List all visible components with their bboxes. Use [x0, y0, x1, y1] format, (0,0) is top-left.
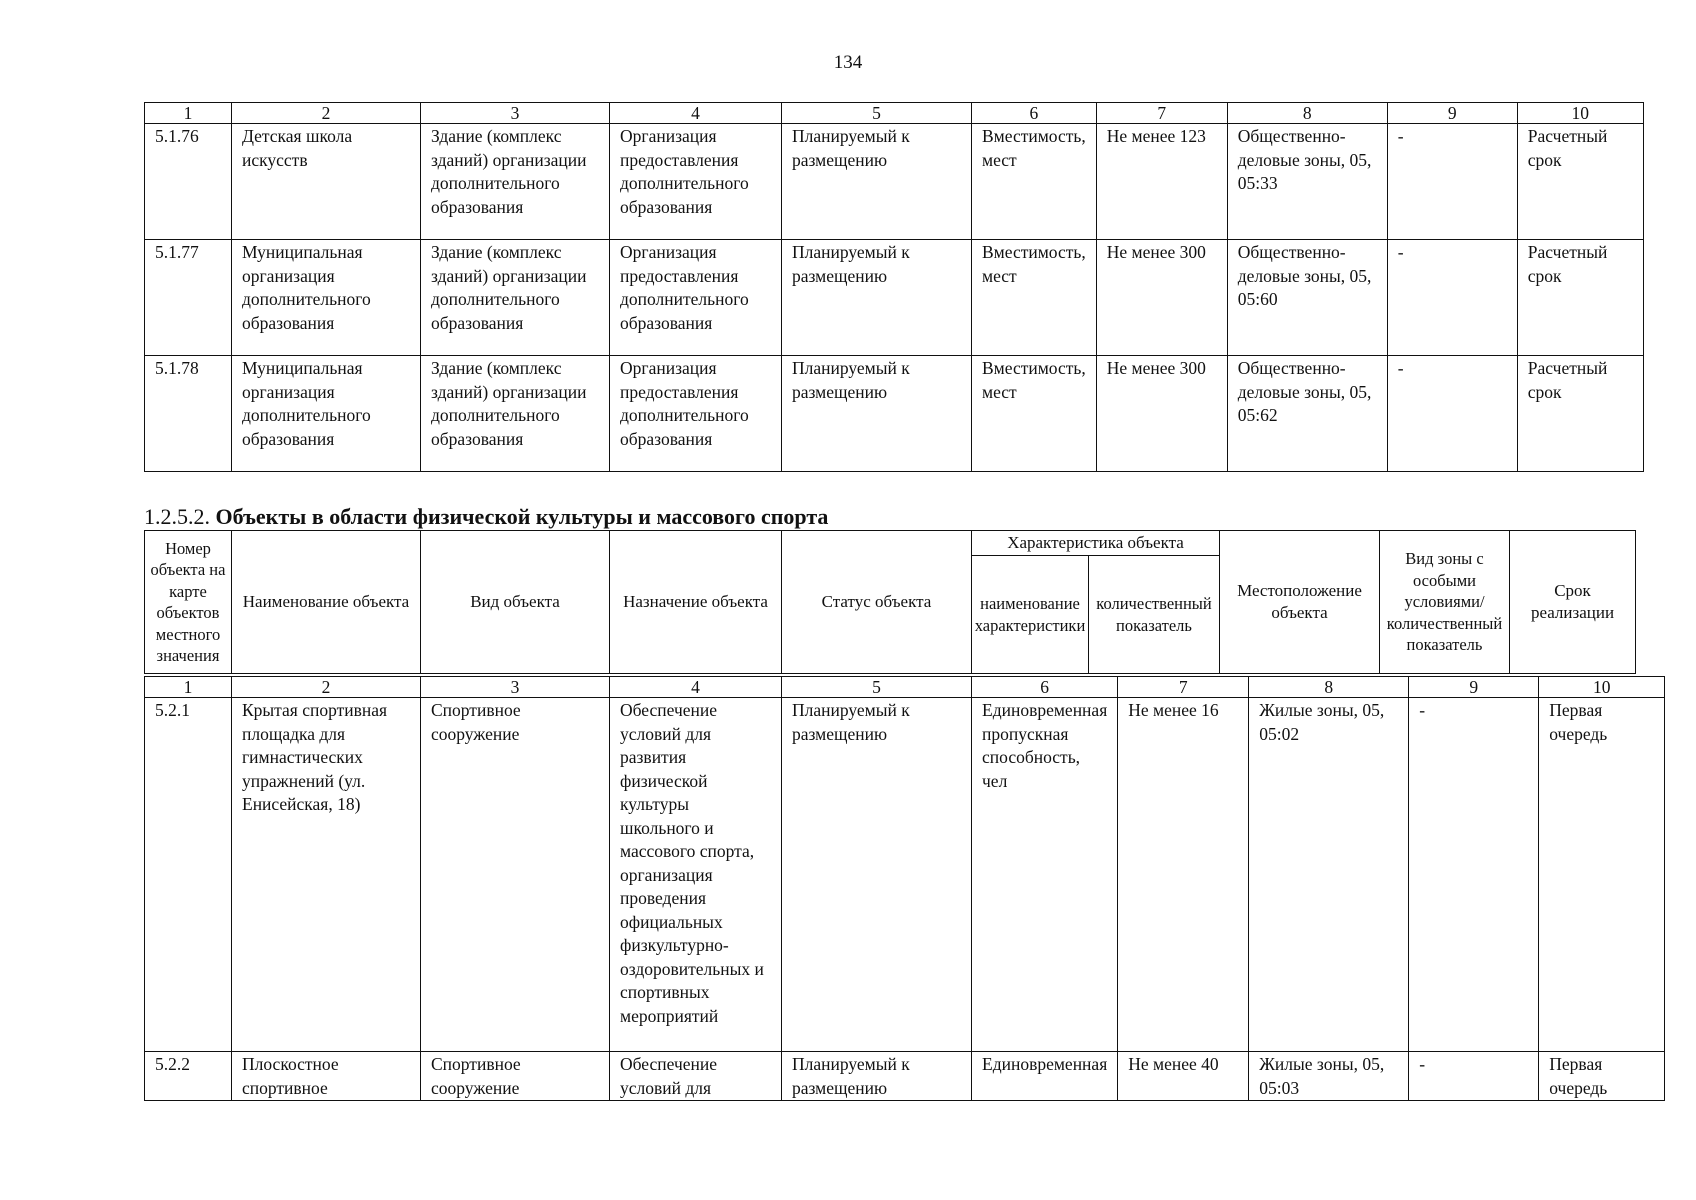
- column-number: 2: [232, 677, 421, 698]
- object-type: Спортивное сооружение: [421, 1052, 610, 1101]
- column-number: 5: [782, 103, 972, 124]
- object-location: Общественно-деловые зоны, 05, 05:33: [1227, 124, 1387, 240]
- section-title: [144, 504, 828, 530]
- header-object-type: Вид объекта: [421, 531, 610, 674]
- column-number: 3: [421, 103, 610, 124]
- characteristic-name: Единовременная пропускная способность, чел: [972, 698, 1118, 1052]
- object-status: Планируемый к размещению: [782, 124, 972, 240]
- table-row: [145, 698, 1665, 1052]
- characteristic-value: Не менее 300: [1096, 240, 1227, 356]
- characteristic-name: Единовременная: [972, 1052, 1118, 1101]
- header-row: [145, 531, 1636, 556]
- characteristic-name: Вместимость, мест: [972, 356, 1097, 472]
- header-implementation-term: Срок реализации: [1510, 531, 1636, 674]
- object-status: Планируемый к размещению: [782, 356, 972, 472]
- object-location: Общественно-деловые зоны, 05, 05:62: [1227, 356, 1387, 472]
- column-number: 7: [1096, 103, 1227, 124]
- column-number: 9: [1409, 677, 1539, 698]
- object-type: Здание (комплекс зданий) организации дополнительного образования: [421, 356, 610, 472]
- column-number: 6: [972, 103, 1097, 124]
- object-name: Крытая спортивная площадка для гимнастических упражнений (ул. Енисейская, 18): [232, 698, 421, 1052]
- column-number: 3: [421, 677, 610, 698]
- column-number: 1: [145, 677, 232, 698]
- object-name: Плоскостное спортивное: [232, 1052, 421, 1101]
- column-number: 4: [610, 677, 782, 698]
- header-characteristic-value: количественный показатель: [1089, 556, 1220, 674]
- section-heading: Объекты в области физической культуры и массового спорта: [215, 504, 829, 529]
- object-location: Общественно-деловые зоны, 05, 05:60: [1227, 240, 1387, 356]
- column-number-row: [145, 677, 1665, 698]
- object-number: 5.1.77: [145, 240, 232, 356]
- header-characteristic: Характеристика объекта: [972, 531, 1220, 556]
- object-number: 5.1.78: [145, 356, 232, 472]
- characteristic-value: Не менее 40: [1118, 1052, 1249, 1101]
- implementation-term: Первая очередь: [1539, 1052, 1665, 1101]
- object-name: Муниципальная организация дополнительного образования: [232, 240, 421, 356]
- object-number: 5.2.1: [145, 698, 232, 1052]
- column-number: 1: [145, 103, 232, 124]
- zone-type: -: [1387, 356, 1517, 472]
- bottom-table: [144, 676, 1665, 1101]
- implementation-term: Расчетный срок: [1517, 124, 1643, 240]
- object-type: Здание (комплекс зданий) организации дополнительного образования: [421, 124, 610, 240]
- page-number: 134: [833, 52, 863, 73]
- object-purpose: Обеспечение условий для: [610, 1052, 782, 1101]
- column-number: 8: [1227, 103, 1387, 124]
- characteristic-value: Не менее 16: [1118, 698, 1249, 1052]
- table-row: [145, 1052, 1665, 1101]
- object-type: Спортивное сооружение: [421, 698, 610, 1052]
- column-number: 10: [1539, 677, 1665, 698]
- column-number: 2: [232, 103, 421, 124]
- object-purpose: Организация предоставления дополнительного образования: [610, 240, 782, 356]
- column-number: 5: [782, 677, 972, 698]
- column-number: 8: [1249, 677, 1409, 698]
- object-name: Муниципальная организация дополнительного образования: [232, 356, 421, 472]
- implementation-term: Расчетный срок: [1517, 356, 1643, 472]
- zone-type: -: [1387, 124, 1517, 240]
- header-object-location: Местоположение объекта: [1220, 531, 1380, 674]
- characteristic-name: Вместимость, мест: [972, 240, 1097, 356]
- header-object-purpose: Назначение объекта: [610, 531, 782, 674]
- object-type: Здание (комплекс зданий) организации дополнительного образования: [421, 240, 610, 356]
- section-number: 1.2.5.2.: [144, 504, 210, 529]
- object-purpose: Обеспечение условий для развития физической культуры школьного и массового спорта, организация проведения официальных физкультурно-оздоровительных и спортивных мероприятий: [610, 698, 782, 1052]
- implementation-term: Расчетный срок: [1517, 240, 1643, 356]
- zone-type: -: [1409, 698, 1539, 1052]
- object-purpose: Организация предоставления дополнительного образования: [610, 356, 782, 472]
- header-object-status: Статус объекта: [782, 531, 972, 674]
- object-number: 5.1.76: [145, 124, 232, 240]
- table-row: [145, 356, 1644, 472]
- object-status: Планируемый к размещению: [782, 698, 972, 1052]
- header-zone-type: Вид зоны с особыми условиями/ количественный показатель: [1380, 531, 1510, 674]
- object-name: Детская школа искусств: [232, 124, 421, 240]
- characteristic-value: Не менее 123: [1096, 124, 1227, 240]
- table-row: [145, 240, 1644, 356]
- object-purpose: Организация предоставления дополнительного образования: [610, 124, 782, 240]
- zone-type: -: [1387, 240, 1517, 356]
- characteristic-name: Вместимость, мест: [972, 124, 1097, 240]
- header-characteristic-name: наименование характеристики: [972, 556, 1089, 674]
- column-number: 4: [610, 103, 782, 124]
- object-status: Планируемый к размещению: [782, 1052, 972, 1101]
- characteristic-value: Не менее 300: [1096, 356, 1227, 472]
- header-object-name: Наименование объекта: [232, 531, 421, 674]
- implementation-term: Первая очередь: [1539, 698, 1665, 1052]
- column-number: 6: [972, 677, 1118, 698]
- top-table: [144, 102, 1644, 472]
- bottom-table-header: [144, 530, 1636, 674]
- object-number: 5.2.2: [145, 1052, 232, 1101]
- object-status: Планируемый к размещению: [782, 240, 972, 356]
- zone-type: -: [1409, 1052, 1539, 1101]
- column-number: 9: [1387, 103, 1517, 124]
- column-number: 10: [1517, 103, 1643, 124]
- object-location: Жилые зоны, 05, 05:02: [1249, 698, 1409, 1052]
- header-object-number: Номер объекта на карте объектов местного значения: [145, 531, 232, 674]
- column-number: 7: [1118, 677, 1249, 698]
- table-row: [145, 124, 1644, 240]
- column-number-row: [145, 103, 1644, 124]
- object-location: Жилые зоны, 05, 05:03: [1249, 1052, 1409, 1101]
